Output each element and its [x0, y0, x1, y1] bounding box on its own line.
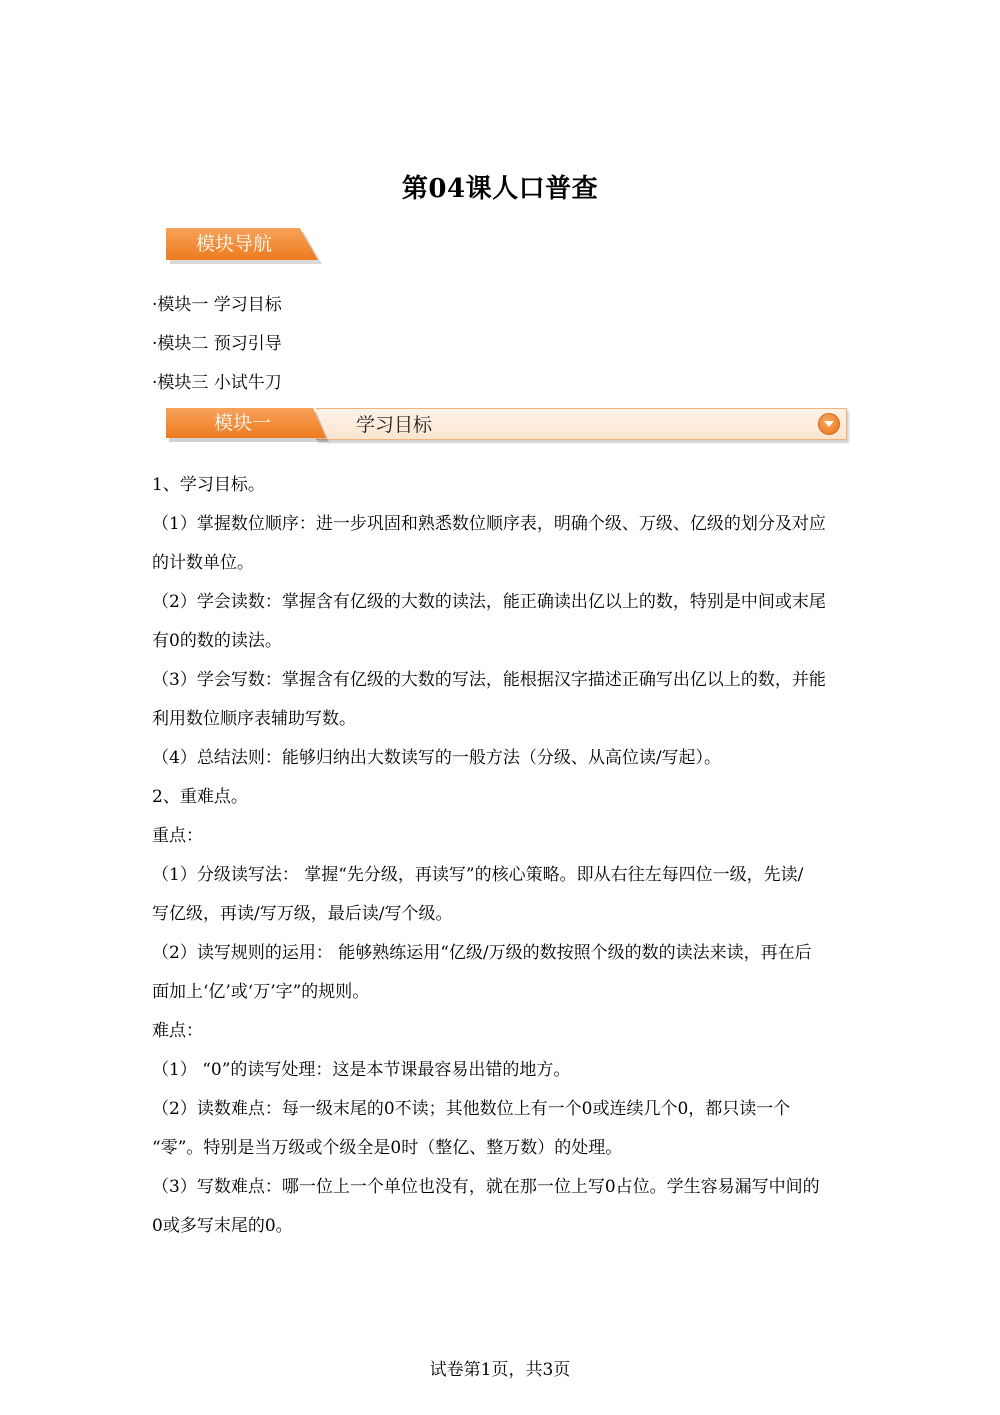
module-tab-label: 模块一: [214, 412, 272, 434]
learning-objectives-content: [152, 472, 852, 1252]
nav-item-module-3: ·模块三 小试牛刀: [152, 373, 282, 393]
text-line: （4）总结法则：能够归纳出大数读写的一般方法（分级、从高位读/写起）。: [152, 748, 722, 768]
text-line: 难点：: [152, 1021, 203, 1041]
text-line: 1、学习目标。: [152, 475, 265, 495]
module-one-header: [166, 408, 848, 442]
text-line: （1） “0”的读写处理：这是本节课最容易出错的地方。: [152, 1060, 571, 1080]
section-title: 学习目标: [356, 414, 433, 436]
module-navigation-banner: [166, 228, 318, 262]
chevron-down-icon: [818, 413, 840, 435]
text-line: （2）读写规则的运用： 能够熟练运用“亿级/万级的数按照个级的数的读法来读，再在后: [152, 943, 812, 963]
text-line: 的计数单位。: [152, 553, 254, 573]
text-line: 重点：: [152, 826, 203, 846]
banner-label: 模块导航: [196, 233, 273, 255]
text-line: 面加上‘亿’或‘万’字”的规则。: [152, 982, 370, 1002]
text-line: 利用数位顺序表辅助写数。: [152, 709, 356, 729]
nav-item-module-2: ·模块二 预习引导: [152, 334, 282, 354]
text-line: 写亿级，再读/写万级，最后读/写个级。: [152, 904, 453, 924]
text-line: “零”。特别是当万级或个级全是0时（整亿、整万数）的处理。: [152, 1138, 623, 1158]
text-line: （1）分级读写法： 掌握“先分级，再读写”的核心策略。即从右往左每四位一级，先读/: [152, 865, 804, 885]
text-line: （2）读数难点：每一级末尾的0不读；其他数位上有一个0或连续几个0，都只读一个: [152, 1099, 791, 1119]
nav-item-module-1: ·模块一 学习目标: [152, 295, 282, 315]
module-navigation-list: [152, 292, 282, 409]
page-title: 第04课人口普查: [401, 174, 599, 204]
text-line: （2）学会读数：掌握含有亿级的大数的读法，能正确读出亿以上的数，特别是中间或末尾: [152, 592, 826, 612]
text-line: 2、重难点。: [152, 787, 248, 807]
text-line: 有0的数的读法。: [152, 631, 282, 651]
page-footer: 试卷第1页，共3页: [429, 1360, 571, 1380]
text-line: （3）写数难点：哪一位上一个单位也没有，就在那一位上写0占位。学生容易漏写中间的: [152, 1177, 820, 1197]
text-line: 0或多写末尾的0。: [152, 1216, 293, 1236]
text-line: （1）掌握数位顺序：进一步巩固和熟悉数位顺序表，明确个级、万级、亿级的划分及对应: [152, 514, 826, 534]
text-line: （3）学会写数：掌握含有亿级的大数的写法，能根据汉字描述正确写出亿以上的数，并能: [152, 670, 826, 690]
